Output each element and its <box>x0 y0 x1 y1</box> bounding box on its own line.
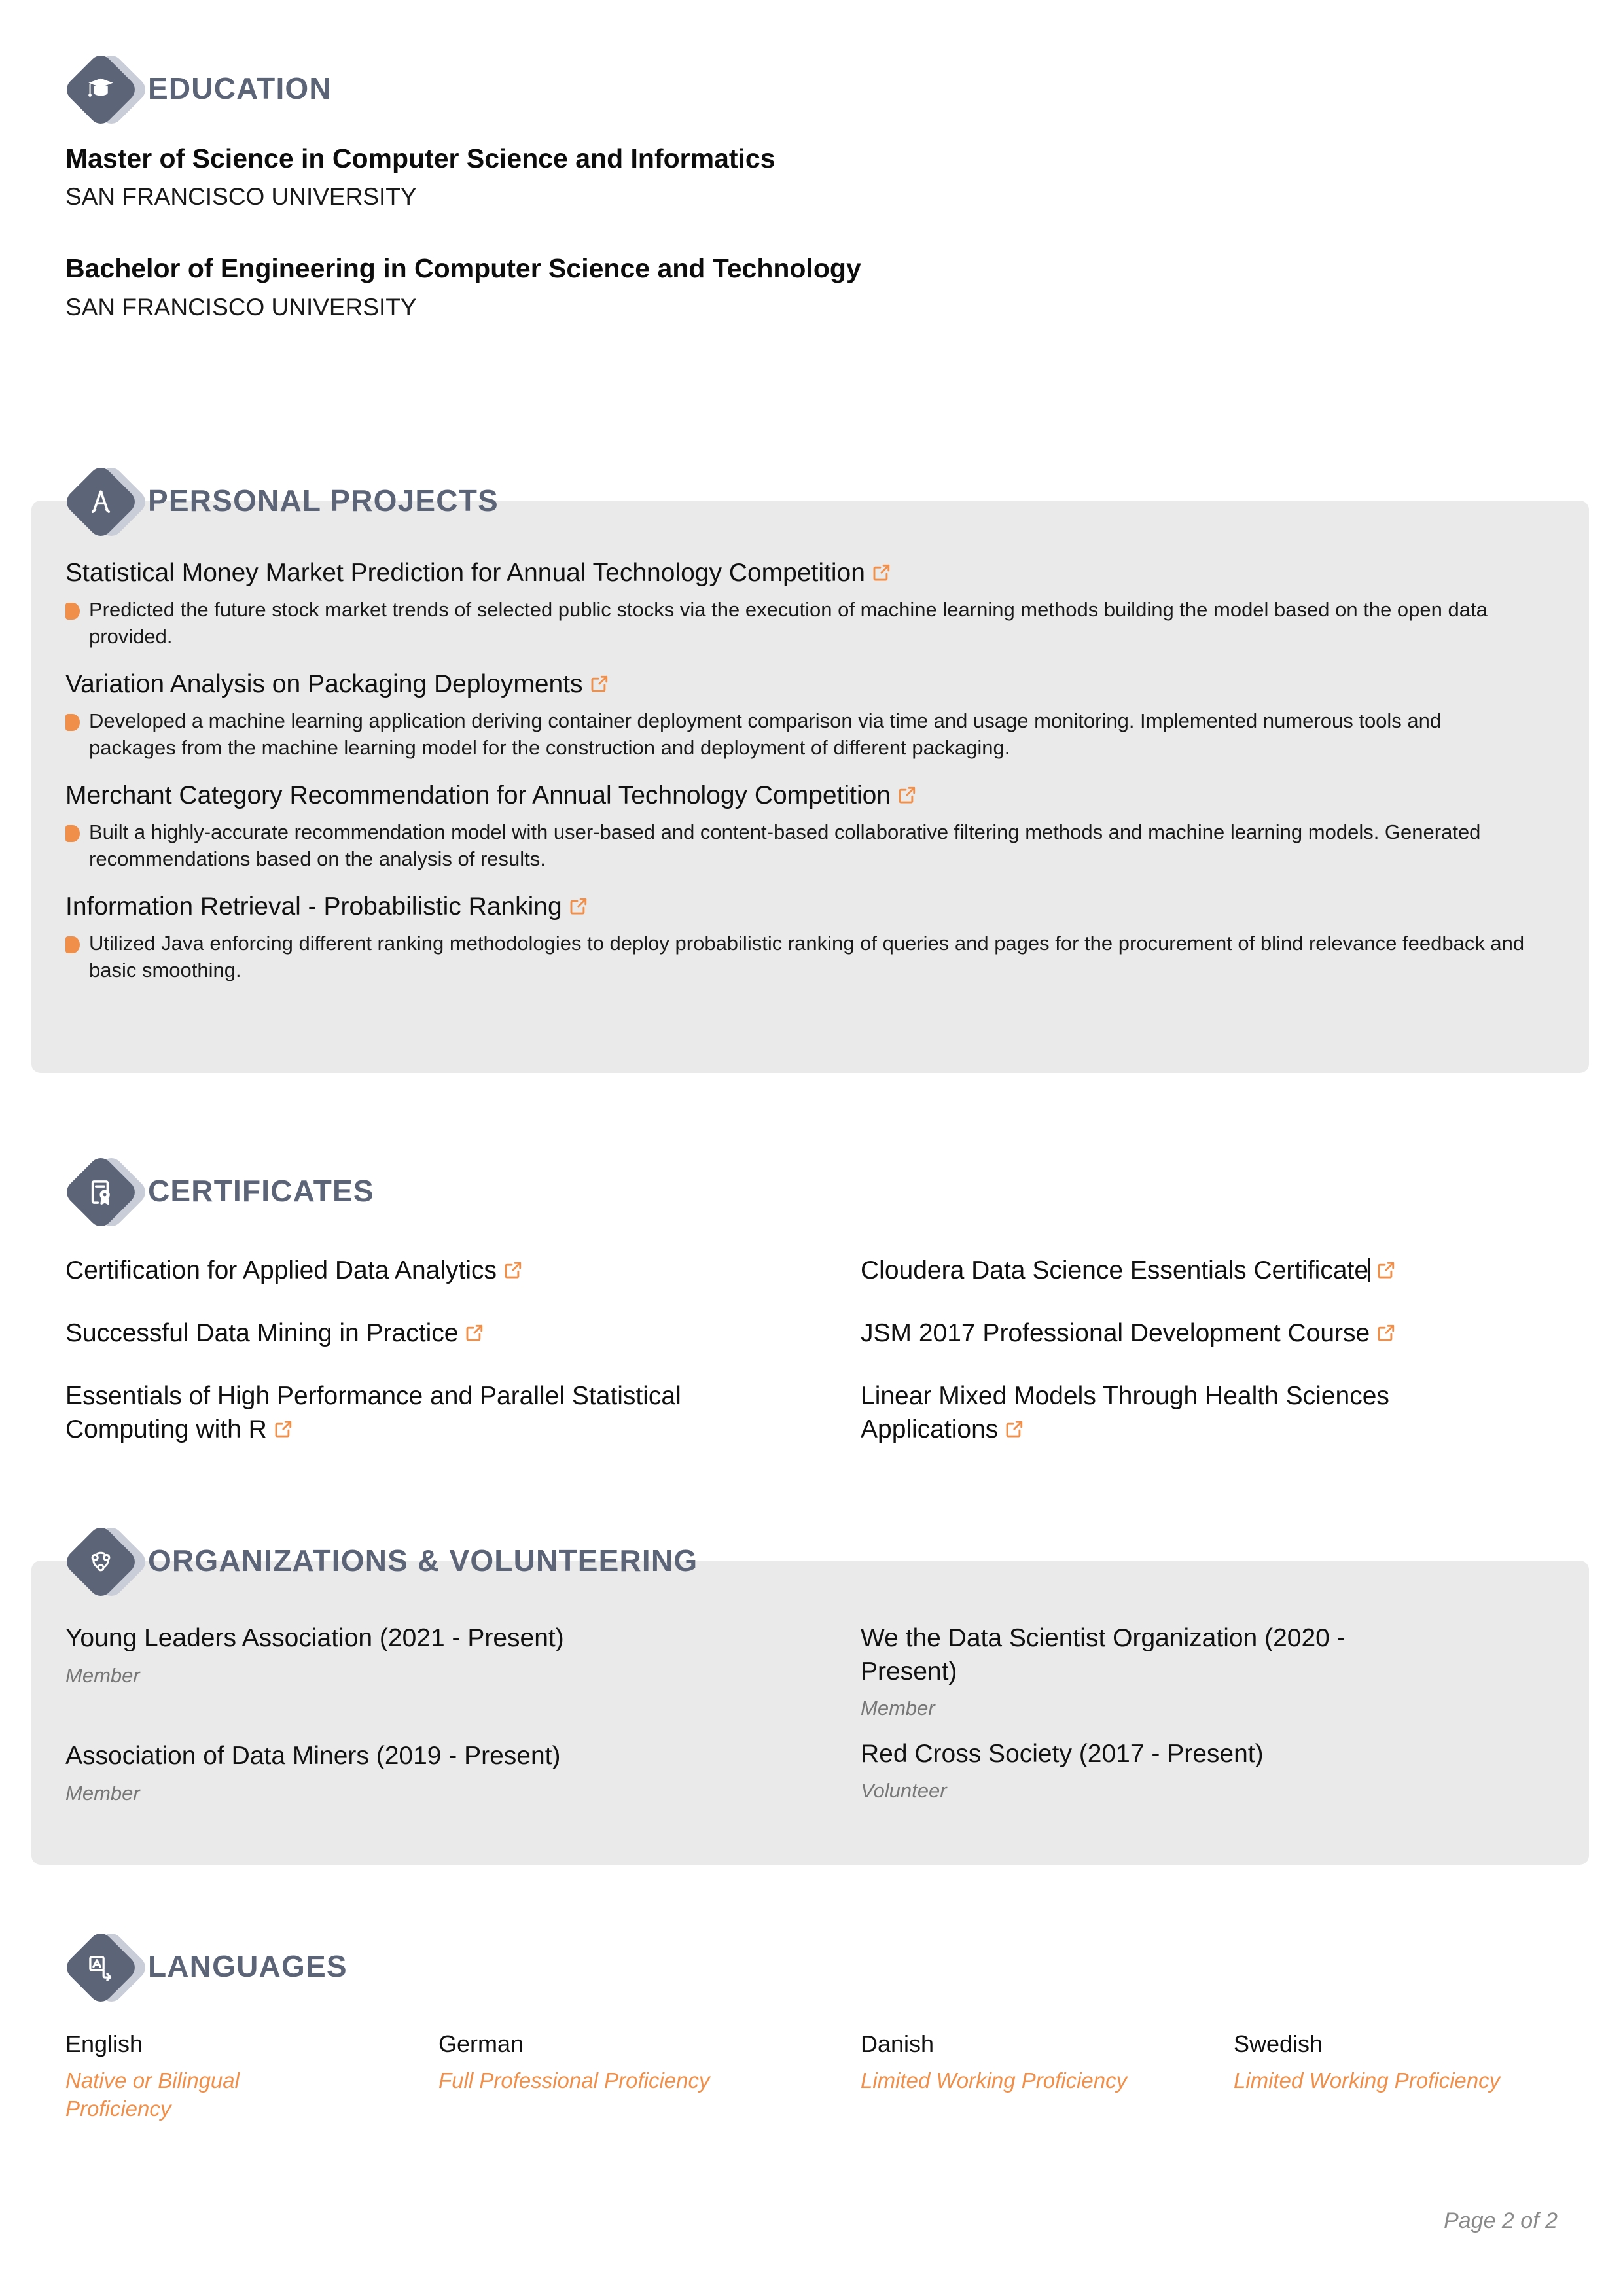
project-title: Information Retrieval - Probabilistic Ranking <box>65 892 562 921</box>
bullet-marker <box>65 936 80 953</box>
organizations-section <box>65 1521 1590 1807</box>
external-link-icon[interactable] <box>274 1419 293 1439</box>
page-footer <box>0 2208 1558 2234</box>
certificates-right-column <box>861 1254 1590 1447</box>
project-bullet <box>65 596 1590 650</box>
organization-name: Young Leaders Association (2021 - Present) <box>65 1624 564 1652</box>
language-name: Danish <box>861 2030 935 2057</box>
school-name: SAN FRANCISCO UNIVERSITY <box>65 293 417 321</box>
external-link-icon[interactable] <box>503 1260 523 1280</box>
organization-role: Member <box>65 1663 140 1687</box>
organization-name: Association of Data Miners (2019 - Present) <box>65 1741 561 1770</box>
language-level: Limited Working Proficiency <box>861 2068 1128 2093</box>
certificate-item <box>861 1254 1590 1316</box>
project-title-row <box>65 668 1590 701</box>
certificate-name: Cloudera Data Science Essentials Certificate <box>861 1256 1369 1284</box>
certificates-columns <box>65 1254 1590 1447</box>
education-entry <box>65 252 1590 323</box>
project-title-row <box>65 779 1590 813</box>
organizations-header <box>65 1521 1590 1600</box>
certificate-item <box>65 1379 779 1447</box>
project-title: Statistical Money Market Prediction for Annual Technology Competition <box>65 559 865 587</box>
external-link-icon[interactable] <box>590 674 609 694</box>
project-title: Merchant Category Recommendation for Annual Technology Competition <box>65 781 891 810</box>
organization-role: Volunteer <box>861 1779 947 1803</box>
translate-icon <box>65 1928 143 2005</box>
education-header <box>65 49 1590 128</box>
section-title: CERTIFICATES <box>148 1174 374 1208</box>
section-title: PERSONAL PROJECTS <box>148 484 499 518</box>
language-item <box>1234 2029 1590 2123</box>
degree-name: Master of Science in Computer Science and Informatics <box>65 143 776 173</box>
certificates-left-column <box>65 1254 861 1447</box>
degree-name: Bachelor of Engineering in Computer Science and Technology <box>65 253 861 284</box>
external-link-icon[interactable] <box>897 785 917 805</box>
compass-icon <box>65 462 143 539</box>
page-number: Page 2 of 2 <box>1444 2208 1558 2233</box>
language-name: English <box>65 2030 143 2057</box>
personal-projects-header <box>65 461 1590 540</box>
external-link-icon[interactable] <box>465 1323 484 1343</box>
organization-name: Red Cross Society (2017 - Present) <box>861 1739 1264 1768</box>
project-bullet <box>65 930 1590 983</box>
organization-name: We the Data Scientist Organization (2020 - Present) <box>861 1624 1346 1686</box>
bullet-marker <box>65 825 80 842</box>
organization-role: Member <box>65 1781 140 1805</box>
bullet-marker <box>65 714 80 731</box>
language-name: German <box>438 2030 524 2057</box>
project-bullet <box>65 819 1590 872</box>
project-description: Utilized Java enforcing different ranking methodologies to deploy probabilistic ranking of queries and pages for the procurement of blind relevance feedback and basic smoothing. <box>89 932 1525 982</box>
organizations-columns <box>65 1622 1590 1807</box>
external-link-icon[interactable] <box>1005 1419 1024 1439</box>
external-link-icon[interactable] <box>569 896 588 916</box>
language-item <box>438 2029 861 2123</box>
project-entry <box>65 668 1590 761</box>
language-item <box>861 2029 1234 2123</box>
text-cursor <box>1368 1258 1370 1282</box>
organizations-left-column <box>65 1622 861 1807</box>
section-title: LANGUAGES <box>148 1949 348 1983</box>
project-entry <box>65 557 1590 650</box>
project-description: Developed a machine learning application deriving container deployment comparison via time and usage monitoring. Implemented numerous tools and packages from the machine learning model for the construction and deployment of different packaging. <box>89 709 1442 760</box>
certificate-name: Linear Mixed Models Through Health Sciences Applications <box>861 1382 1389 1444</box>
project-title: Variation Analysis on Packaging Deployments <box>65 670 583 699</box>
section-title: ORGANIZATIONS & VOLUNTEERING <box>148 1544 698 1578</box>
section-title: EDUCATION <box>148 71 332 105</box>
network-icon <box>65 1522 143 1599</box>
organization-item <box>65 1622 861 1689</box>
languages-grid <box>65 2029 1590 2123</box>
organization-role: Member <box>861 1697 935 1720</box>
project-description: Built a highly-accurate recommendation model with user-based and content-based collaborative filtering methods and machine learning models. Generated recommendations based on the analysis of results. <box>89 820 1481 871</box>
certificate-name: JSM 2017 Professional Development Course <box>861 1319 1370 1347</box>
language-item <box>65 2029 438 2123</box>
personal-projects-section <box>65 461 1590 984</box>
project-title-row <box>65 557 1590 590</box>
external-link-icon[interactable] <box>1376 1260 1396 1280</box>
language-level: Limited Working Proficiency <box>1234 2068 1501 2093</box>
school-name: SAN FRANCISCO UNIVERSITY <box>65 183 417 211</box>
education-section <box>65 49 1590 323</box>
education-entry <box>65 142 1590 213</box>
external-link-icon[interactable] <box>1376 1323 1396 1343</box>
organization-item <box>861 1622 1590 1722</box>
languages-header <box>65 1927 1590 2005</box>
certificate-name: Successful Data Mining in Practice <box>65 1319 459 1347</box>
project-bullet <box>65 707 1590 761</box>
certificate-item <box>65 1316 861 1379</box>
project-title-row <box>65 891 1590 924</box>
certificate-name: Essentials of High Performance and Parallel Statistical Computing with R <box>65 1382 681 1444</box>
organizations-right-column <box>861 1622 1590 1807</box>
certificate-item <box>861 1316 1590 1379</box>
language-name: Swedish <box>1234 2030 1323 2057</box>
project-entry <box>65 891 1590 983</box>
certificate-name: Certification for Applied Data Analytics <box>65 1256 497 1284</box>
language-level: Native or Bilingual Proficiency <box>65 2068 240 2121</box>
external-link-icon[interactable] <box>872 563 891 582</box>
certificate-icon <box>65 1152 143 1229</box>
certificate-item <box>861 1379 1515 1447</box>
organization-item <box>65 1740 861 1807</box>
project-entry <box>65 779 1590 872</box>
certificates-header <box>65 1152 1590 1230</box>
certificate-item <box>65 1254 861 1316</box>
project-description: Predicted the future stock market trends of selected public stocks via the execution of machine learning methods building the model based on the open data provided. <box>89 597 1488 648</box>
bullet-marker <box>65 603 80 620</box>
languages-section <box>65 1927 1590 2123</box>
graduation-cap-icon <box>65 50 143 127</box>
language-level: Full Professional Proficiency <box>438 2068 710 2093</box>
organization-item <box>861 1738 1590 1805</box>
certificates-section <box>65 1152 1590 1447</box>
